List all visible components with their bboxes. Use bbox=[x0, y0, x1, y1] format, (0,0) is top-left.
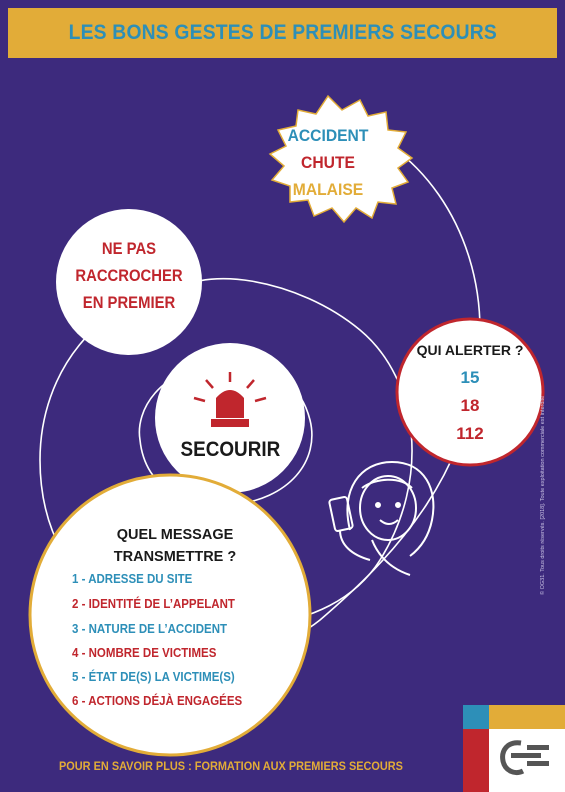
message-item-5: 5 - ÉTAT DE(S) LA VICTIME(S) bbox=[72, 670, 235, 684]
copyright-note: © OG31. Tous droits réservés. [2018]. Toute exploitation commerciale est interdite bbox=[540, 395, 546, 595]
hangup-line1: NE PAS bbox=[101, 240, 157, 258]
hangup-line3: EN PREMIER bbox=[82, 294, 176, 312]
alert-number-112: 112 bbox=[456, 424, 484, 443]
message-item-3: 3 - NATURE DE L’ACCIDENT bbox=[72, 622, 228, 636]
footer-text: POUR EN SAVOIR PLUS : FORMATION AUX PREMIERS SECOURS bbox=[59, 761, 403, 773]
hangup-line2: RACCROCHER bbox=[75, 267, 183, 285]
message-title bbox=[75, 524, 275, 568]
logo-icon bbox=[463, 705, 565, 792]
event-burst bbox=[264, 122, 393, 203]
message-item-6: 6 - ACTIONS DÉJÀ ENGAGÉES bbox=[72, 694, 243, 708]
burst-chute: CHUTE bbox=[301, 153, 355, 172]
hangup-text bbox=[65, 236, 193, 317]
burst-accident: ACCIDENT bbox=[287, 126, 369, 145]
burst-malaise: MALAISE bbox=[292, 180, 364, 199]
alert-number-18: 18 bbox=[460, 396, 480, 415]
message-circle bbox=[30, 475, 310, 755]
secourir-label: SECOURIR bbox=[180, 438, 281, 461]
page-title: LES BONS GESTES DE PREMIERS SECOURS bbox=[68, 21, 497, 44]
message-item-4: 4 - NOMBRE DE VICTIMES bbox=[72, 646, 217, 660]
message-title-line1: QUEL MESSAGE bbox=[116, 527, 234, 543]
alert-number-15: 15 bbox=[460, 368, 480, 387]
message-item-1: 1 - ADRESSE DU SITE bbox=[72, 572, 193, 586]
message-item-2: 2 - IDENTITÉ DE L’APPELANT bbox=[72, 597, 235, 611]
message-title-line2: TRANSMETTRE ? bbox=[113, 549, 237, 565]
alert-title: QUI ALERTER ? bbox=[416, 342, 524, 358]
